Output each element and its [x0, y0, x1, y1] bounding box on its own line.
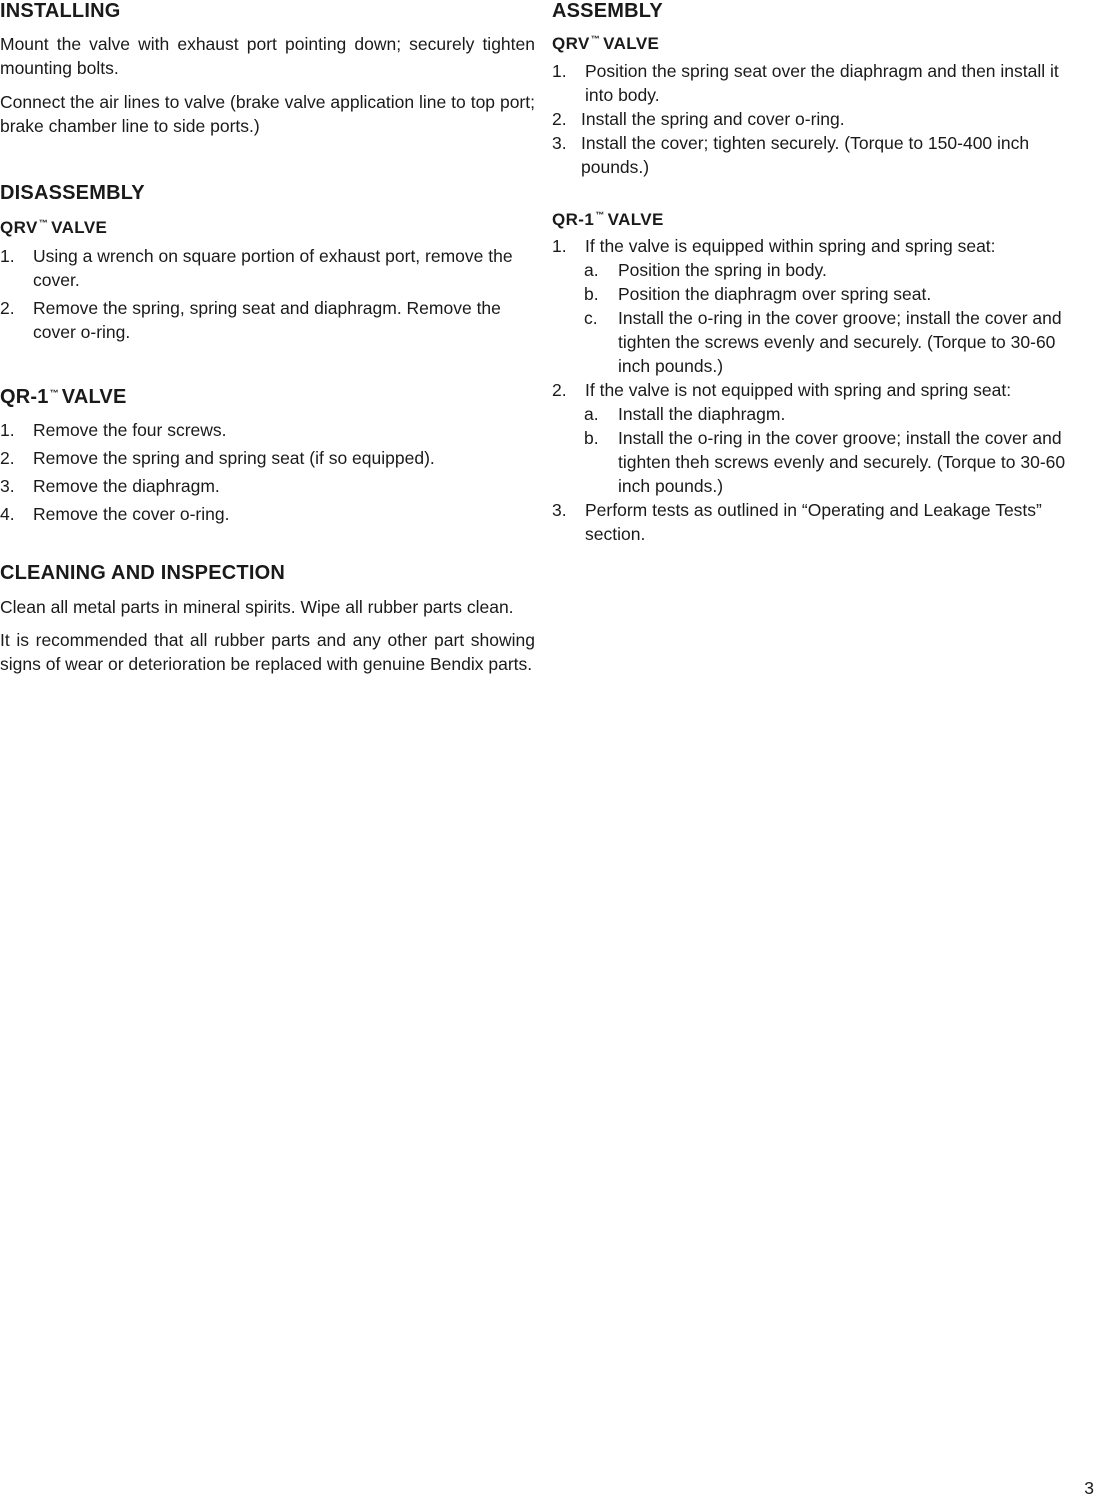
disassembly-qrv-list — [0, 244, 535, 344]
list-item — [0, 244, 535, 292]
sub-list-item — [552, 402, 1088, 426]
list-item — [0, 446, 535, 470]
list-item-number: 1. — [552, 61, 567, 81]
disassembly-qr1-tm: ™ — [49, 388, 59, 398]
list-item-text: Remove the cover o-ring. — [33, 504, 230, 524]
list-item-number: a. — [584, 260, 599, 280]
list-item-text: Perform tests as outlined in “Operating and Leakage Tests” section. — [585, 500, 1042, 544]
list-item — [552, 378, 1088, 402]
disassembly-qr1-title: QR-1 — [0, 386, 49, 408]
list-item-text: Remove the spring and spring seat (if so equipped). — [33, 448, 435, 468]
list-item-text: Position the spring seat over the diaphragm and then install it into body. — [585, 61, 1059, 105]
list-item-text: If the valve is not equipped with spring and spring seat: — [585, 380, 1012, 400]
list-item-number: 2. — [0, 448, 15, 468]
sub-list-item — [552, 426, 1088, 498]
assembly-qr1-heading — [552, 205, 1088, 230]
list-item-number: 1. — [0, 246, 15, 266]
list-item-text: Install the o-ring in the cover groove; install the cover and tighten the screws evenly and securely. (Torque to 30-60 inch pounds.) — [618, 308, 1062, 376]
list-item-text: Install the cover; tighten securely. (Torque to 150-400 inch pounds.) — [581, 133, 1030, 177]
list-item — [0, 502, 535, 526]
list-item — [0, 418, 535, 442]
cleaning-paragraph-1: Clean all metal parts in mineral spirits. Wipe all rubber parts clean. — [0, 597, 514, 617]
list-item — [552, 498, 1088, 546]
list-item-text: Install the spring and cover o-ring. — [581, 109, 845, 129]
sub-list-item — [552, 306, 1088, 378]
list-item-number: 1. — [552, 236, 567, 256]
list-item-number: 2. — [0, 298, 15, 318]
disassembly-heading: DISASSEMBLY — [0, 182, 145, 204]
assembly-qrv-tm: ™ — [590, 34, 601, 44]
sub-list-item — [552, 258, 1088, 282]
list-item-number: 2. — [552, 109, 567, 129]
list-item — [0, 296, 535, 344]
assembly-qr1-tm: ™ — [595, 210, 605, 220]
assembly-qr1-suffix: VALVE — [607, 210, 664, 229]
assembly-qrv-heading — [552, 29, 1088, 54]
right-column — [552, 0, 1088, 546]
list-item-number: 3. — [0, 476, 15, 496]
installing-paragraph-1: Mount the valve with exhaust port pointing down; securely tighten mounting bolts. — [0, 34, 535, 78]
list-item — [552, 59, 1088, 107]
page-number: 3 — [1084, 1478, 1094, 1498]
disassembly-qrv-tm: ™ — [38, 218, 49, 228]
list-item-number: b. — [584, 284, 599, 304]
list-item-text: If the valve is equipped within spring and spring seat: — [585, 236, 996, 256]
list-item-number: a. — [584, 404, 599, 424]
cleaning-heading: CLEANING AND INSPECTION — [0, 562, 285, 584]
installing-paragraph-2: Connect the air lines to valve (brake valve application line to top port; brake chamber line to side ports.) — [0, 92, 535, 136]
list-item-number: 1. — [0, 420, 15, 440]
list-item-number: 2. — [552, 380, 567, 400]
list-item-number: b. — [584, 428, 599, 448]
list-item — [552, 131, 1088, 179]
disassembly-qr1-list — [0, 418, 535, 526]
list-item-number: 3. — [552, 500, 567, 520]
left-column — [0, 0, 535, 676]
disassembly-qr1-heading — [0, 382, 535, 408]
installing-heading: INSTALLING — [0, 0, 121, 22]
list-item-number: c. — [584, 308, 598, 328]
list-item-text: Using a wrench on square portion of exhaust port, remove the cover. — [33, 246, 513, 290]
list-item-text: Position the spring in body. — [618, 260, 827, 280]
list-item-text: Install the o-ring in the cover groove; install the cover and tighten theh screws evenly and securely. (Torque to 30-60 inch pounds.) — [618, 428, 1066, 496]
assembly-heading: ASSEMBLY — [552, 0, 663, 22]
list-item-text: Remove the four screws. — [33, 420, 227, 440]
list-item — [552, 107, 1088, 131]
assembly-qr1-title: QR-1 — [552, 210, 595, 229]
cleaning-paragraph-2: It is recommended that all rubber parts and any other part showing signs of wear or deterioration be replaced with genuine Bendix parts. — [0, 630, 535, 674]
assembly-qrv-suffix: VALVE — [603, 34, 660, 53]
disassembly-qr1-suffix: VALVE — [61, 386, 127, 408]
assembly-qr1-list — [552, 234, 1088, 546]
assembly-qrv-list — [552, 59, 1088, 179]
list-item-number: 4. — [0, 504, 15, 524]
list-item — [552, 234, 1088, 258]
disassembly-qrv-suffix: VALVE — [51, 218, 108, 237]
list-item-text: Install the diaphragm. — [618, 404, 786, 424]
list-item-text: Remove the diaphragm. — [33, 476, 220, 496]
disassembly-qrv-heading — [0, 213, 535, 238]
list-item-text: Position the diaphragm over spring seat. — [618, 284, 932, 304]
list-item-text: Remove the spring, spring seat and diaphragm. Remove the cover o-ring. — [33, 298, 501, 342]
sub-list-item — [552, 282, 1088, 306]
list-item-number: 3. — [552, 133, 567, 153]
assembly-qrv-title: QRV — [552, 34, 590, 53]
list-item — [0, 474, 535, 498]
disassembly-qrv-title: QRV — [0, 218, 38, 237]
